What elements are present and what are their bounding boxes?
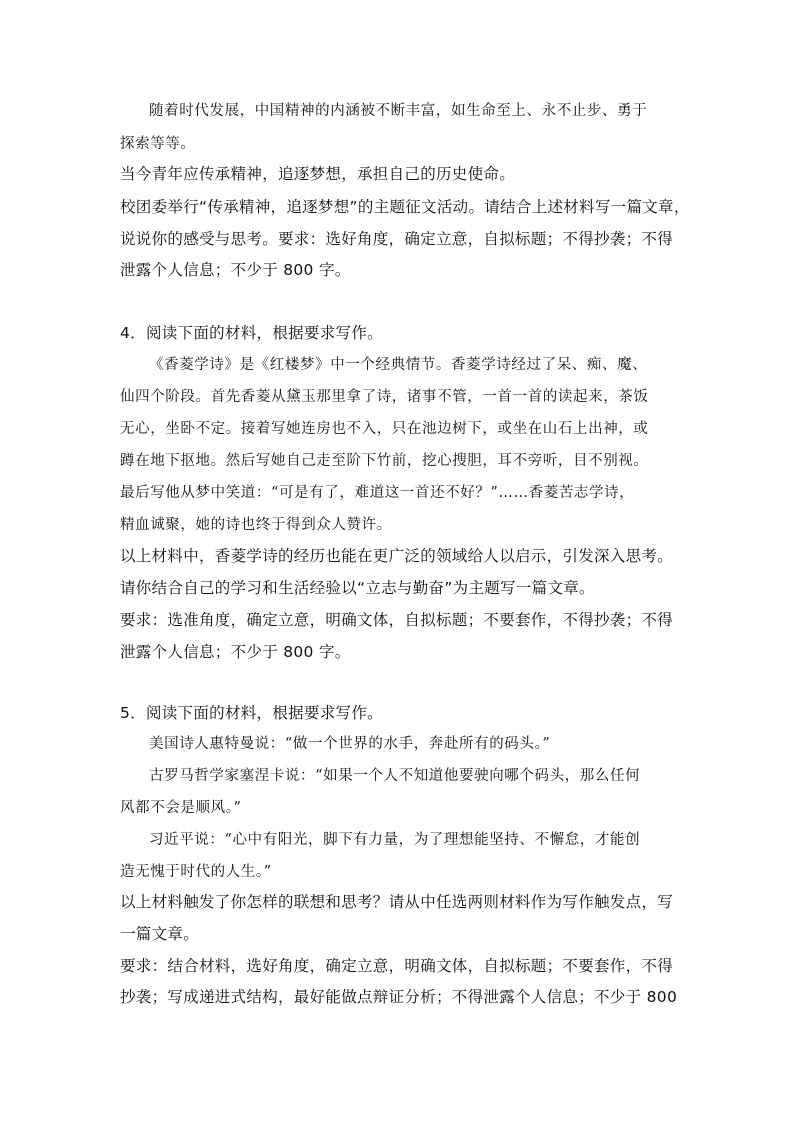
s5-quote-2-line-1: 古罗马哲学家塞涅卡说：“如果一个人不知道他要驶向哪个码头，那么任何 bbox=[149, 768, 641, 784]
s4-material-line-4: 蹲在地下抠地。然后写她自己走至阶下竹前，挖心搜胆，耳不旁听，目不别视。 bbox=[120, 453, 649, 469]
s4-material-line-2: 仙四个阶段。首先香菱从黛玉那里拿了诗，诸事不管，一首一首的读起来，茶饭 bbox=[120, 389, 649, 405]
s5-requirement-line-1: 要求：结合材料，选好角度，确定立意，明确文体，自拟标题；不要套作，不得 bbox=[120, 957, 674, 975]
s4-material-line-3: 无心，坐卧不定。接着写她连房也不入，只在池边树下，或坐在山石上出神，或 bbox=[120, 421, 649, 437]
s4-material-line-1: 《香菱学诗》是《红楼梦》中一个经典情节。香菱学诗经过了呆、痴、魔、 bbox=[149, 357, 648, 373]
s5-quote-1: 美国诗人惠特曼说：“做一个世界的水手，奔赴所有的码头。” bbox=[149, 736, 551, 752]
s5-quote-2-line-2: 风都不会是顺风。” bbox=[120, 800, 242, 816]
s5-heading: 5．阅读下面的材料，根据要求写作。 bbox=[120, 704, 383, 722]
s3-material-line-1: 随着时代发展，中国精神的内涵被不断丰富，如生命至上、永不止步、勇于 bbox=[149, 103, 648, 119]
s5-prompt-line-1: 以上材料触发了你怎样的联想和思考？请从中任选两则材料作为写作触发点，写 bbox=[120, 893, 674, 911]
s5-quote-3-line-1: 习近平说：“心中有阳光，脚下有力量，为了理想能坚持、不懈怠，才能创 bbox=[149, 832, 641, 848]
s5-quote-3-line-2: 造无愧于时代的人生。” bbox=[120, 864, 272, 880]
s4-heading: 4．阅读下面的材料，根据要求写作。 bbox=[120, 324, 383, 342]
s4-requirement-line-1: 要求：选准角度，确定立意，明确文体，自拟标题；不要套作，不得抄袭；不得 bbox=[120, 611, 674, 629]
s3-task-line-1: 校团委举行“传承精神，追逐梦想”的主题征文活动。请结合上述材料写一篇文章， bbox=[120, 198, 690, 216]
s3-paragraph-2: 当今青年应传承精神，追逐梦想，承担自己的历史使命。 bbox=[120, 165, 516, 183]
s4-material-line-5: 最后写他从梦中笑道：“可是有了，难道这一首还不好？”……香菱苦志学诗， bbox=[120, 485, 635, 501]
s5-prompt-line-2: 一篇文章。 bbox=[120, 925, 200, 943]
s4-material-line-6: 精血诚聚，她的诗也终于得到众人赞许。 bbox=[120, 517, 392, 533]
s4-requirement-line-2: 泄露个人信息；不少于 800 字。 bbox=[120, 643, 351, 661]
s4-prompt-line-1: 以上材料中，香菱学诗的经历也能在更广泛的领域给人以启示，引发深入思考。 bbox=[120, 547, 674, 565]
s5-requirement-line-2: 抄袭；写成递进式结构，最好能做点辩证分析；不得泄露个人信息；不少于 800 bbox=[120, 988, 678, 1006]
s4-prompt-line-2: 请你结合自己的学习和生活经验以“立志与勤奋”为主题写一篇文章。 bbox=[120, 579, 595, 597]
s3-material-line-2: 探索等等。 bbox=[120, 136, 196, 152]
s3-task-line-3: 泄露个人信息；不少于 800 字。 bbox=[120, 261, 351, 279]
s3-task-line-2: 说说你的感受与思考。要求：选好角度，确定立意，自拟标题；不得抄袭；不得 bbox=[120, 230, 674, 248]
